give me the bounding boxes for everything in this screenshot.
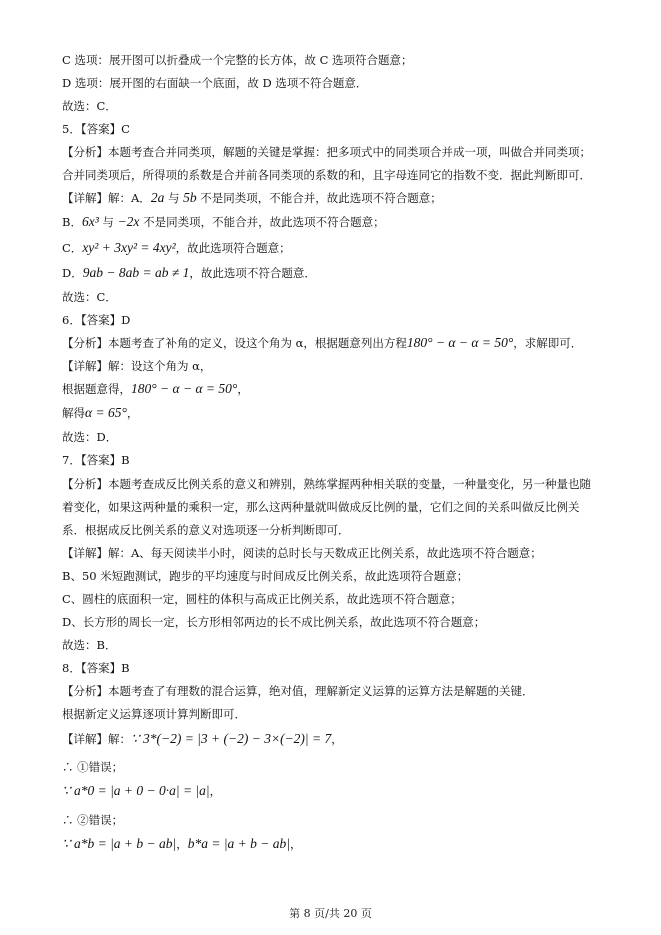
math-expression: ∵ a*0 = |a + 0 − 0·a| = |a| <box>62 783 210 798</box>
answer-heading: 7．【答案】B <box>62 453 130 467</box>
analysis-line: 【分析】本题考查成反比例关系的意义和辨别，熟练掌握两种相关联的变量，一种量变化，另一种量也随 <box>62 477 591 491</box>
text-segment: ， <box>176 837 188 851</box>
answer-heading: 5．【答案】C <box>62 122 130 136</box>
text-segment: ， <box>126 406 139 420</box>
text-line: C、圆柱的底面积一定，圆柱的体积与高成正比例关系，故此选项不符合题意； <box>62 592 462 606</box>
math-expression: 2a <box>150 190 165 205</box>
text-segment: 与 <box>164 191 184 205</box>
text-line: ∴ ②错误； <box>62 813 124 827</box>
text-segment: C． <box>62 241 83 255</box>
math-line <box>62 265 316 281</box>
math-expression: α = 65° <box>85 405 127 420</box>
math-expression: 6x³ <box>81 214 99 229</box>
text-line: 故选：B． <box>62 638 117 652</box>
text-segment: ，故此选项符合题意； <box>175 241 291 255</box>
analysis-line: 【分析】本题考查了有理数的混合运算，绝对值，理解新定义运算的运算方法是解题的关键． <box>62 684 534 698</box>
text-line: 系．根据成反比例关系的意义对选项逐一分析判断即可． <box>62 523 350 537</box>
math-expression: ∵ a*b = |a + b − ab| <box>62 836 177 851</box>
text-line: B、50 米短跑测试，跑步的平均速度与时间成反比例关系，故此选项符合题意； <box>62 569 469 583</box>
answer-heading: 6．【答案】D <box>62 313 131 327</box>
text-line: 故选：C． <box>62 290 117 304</box>
math-expression: 9ab − 8ab = ab ≠ 1 <box>82 265 190 280</box>
text-segment: 【详解】解： <box>62 732 131 746</box>
text-line: D 选项：展开图的右面缺一个底面，故 D 选项不符合题意． <box>62 76 368 90</box>
math-expression: 180° − α − α = 50° <box>406 335 514 350</box>
text-segment: 不是同类项，不能合并，故此选项不符合题意； <box>139 215 385 229</box>
math-line <box>62 381 249 397</box>
text-segment: 不是同类项，不能合并，故此选项不符合题意； <box>196 191 442 205</box>
text-segment: 根据题意得， <box>62 382 131 396</box>
text-segment: ， <box>289 837 302 851</box>
text-segment: 【分析】本题考查了补角的定义，设这个角为 α，根据题意列出方程 <box>62 336 407 350</box>
text-line: ∴ ①错误； <box>62 760 124 774</box>
answer-heading: 8．【答案】B <box>62 661 130 675</box>
analysis-line: 【分析】本题考查合并同类项，解题的关键是掌握：把多项式中的同类项合并成一项，叫做合并同类项； <box>62 145 591 159</box>
text-line: 【详解】解：设这个角为 α， <box>62 359 212 373</box>
text-segment: ， <box>237 382 249 396</box>
text-segment: D． <box>62 266 83 280</box>
text-segment: ，求解即可． <box>513 336 583 350</box>
math-line <box>62 836 301 852</box>
math-line <box>62 335 582 351</box>
text-segment: 与 <box>98 215 118 229</box>
math-expression: xy² + 3xy² = 4xy² <box>82 240 176 255</box>
text-line: 合并同类项后，所得项的系数是合并前各同类项的系数的和，且字母连同它的指数不变．据此判断即可． <box>62 168 591 182</box>
text-segment: ，故此选项不符合题意． <box>189 266 316 280</box>
text-line: 着变化，如果这两种量的乘积一定，那么这两种量就叫做成反比例的量，它们之间的关系叫做反比例关 <box>62 500 580 514</box>
text-segment: ， <box>209 784 222 798</box>
math-expression: 5b <box>183 190 197 205</box>
text-line: C 选项：展开图可以折叠成一个完整的长方体，故 C 选项符合题意； <box>62 53 413 67</box>
math-line <box>62 190 442 206</box>
text-segment: 解得 <box>62 406 85 420</box>
text-segment: B． <box>62 215 82 229</box>
page-footer: 第 8 页/共 20 页 <box>289 907 372 920</box>
math-expression: −2x <box>117 214 140 229</box>
text-line: 故选：C． <box>62 99 117 113</box>
math-line <box>62 405 138 421</box>
math-line <box>62 214 385 230</box>
text-line: 根据新定义运算逐项计算判断即可． <box>62 707 246 721</box>
text-line: 故选：D． <box>62 430 118 444</box>
math-line <box>62 783 221 799</box>
math-expression: 180° − α − α = 50° <box>131 381 238 396</box>
text-segment: 【详解】解：A． <box>62 191 151 205</box>
text-segment: ， <box>331 732 343 746</box>
math-expression: b*a = |a + b − ab| <box>187 836 290 851</box>
math-line <box>62 731 343 747</box>
math-line <box>62 240 291 256</box>
math-expression: ∵ 3*(−2) = |3 + (−2) − 3×(−2)| = 7 <box>131 731 332 746</box>
text-line: D、长方形的周长一定，长方形相邻两边的长不成比例关系，故此选项不符合题意； <box>62 615 486 629</box>
text-line: 【详解】解：A、每天阅读半小时，阅读的总时长与天数成正比例关系，故此选项不符合题意； <box>62 546 542 560</box>
